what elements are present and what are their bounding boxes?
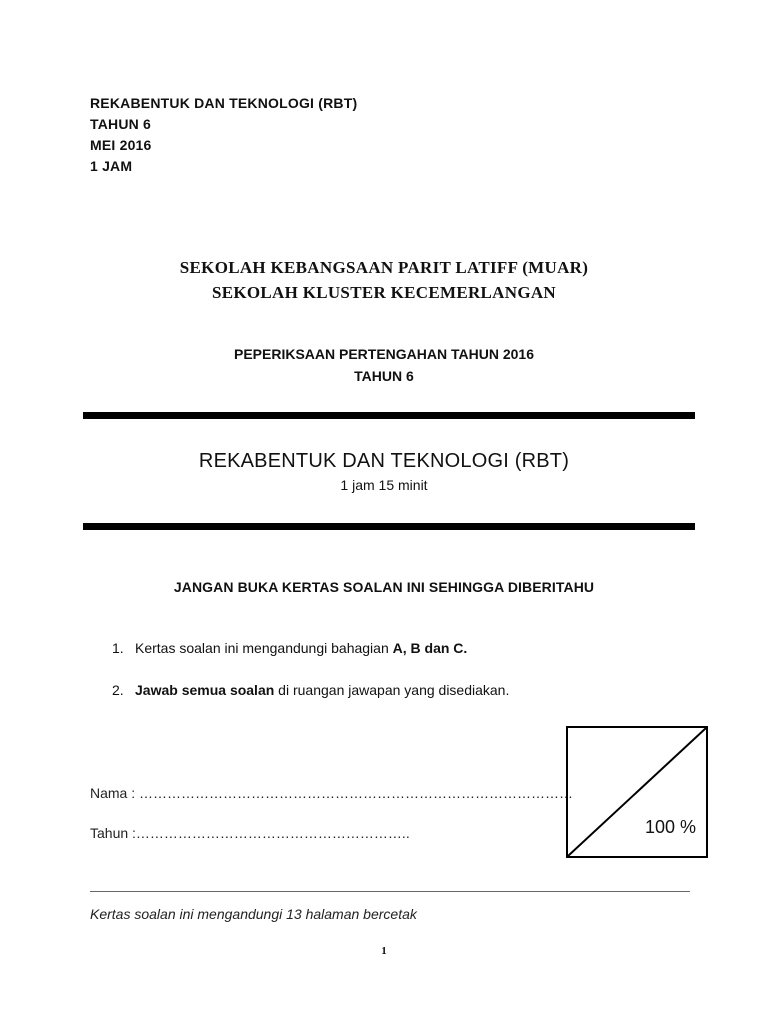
score-box [566, 726, 708, 858]
subject-title: REKABENTUK DAN TEKNOLOGI (RBT) [198, 450, 570, 472]
header-duration: 1 JAM [90, 158, 133, 174]
instruction-text: Kertas soalan ini mengandungi bahagian [135, 640, 393, 656]
header-date: MEI 2016 [90, 137, 152, 153]
footer-rule [90, 891, 690, 892]
school-cluster: SEKOLAH KLUSTER KECEMERLANGAN [211, 283, 557, 302]
warning-text: JANGAN BUKA KERTAS SOALAN INI SEHINGGA DIBERITAHU [173, 579, 595, 595]
name-field[interactable]: Nama : ………………………………………………………………………………… [90, 785, 574, 801]
page-count-note: Kertas soalan ini mengandungi 13 halaman bercetak [90, 906, 417, 922]
instruction-number: 2. [112, 682, 124, 698]
page-number: 1 [381, 945, 387, 957]
school-name: SEKOLAH KEBANGSAAN PARIT LATIFF (MUAR) [179, 258, 589, 277]
instruction-2 [112, 682, 509, 698]
instruction-bold: A, B dan C. [392, 640, 468, 656]
exam-name: PEPERIKSAAN PERTENGAHAN TAHUN 2016 [233, 346, 534, 362]
exam-year: TAHUN 6 [354, 368, 414, 384]
subject-duration: 1 jam 15 minit [340, 477, 428, 493]
year-field[interactable]: Tahun :………………………………………………….. [90, 825, 410, 841]
bottom-rule [83, 523, 695, 530]
instruction-number: 1. [112, 640, 124, 656]
top-rule [83, 412, 695, 419]
instruction-text: di ruangan jawapan yang disediakan. [274, 682, 510, 698]
instruction-bold: Jawab semua soalan [135, 682, 275, 698]
header-year: TAHUN 6 [90, 116, 152, 132]
instruction-1 [112, 640, 467, 656]
score-total: 100 % [644, 817, 696, 837]
header-subject: REKABENTUK DAN TEKNOLOGI (RBT) [90, 95, 358, 111]
